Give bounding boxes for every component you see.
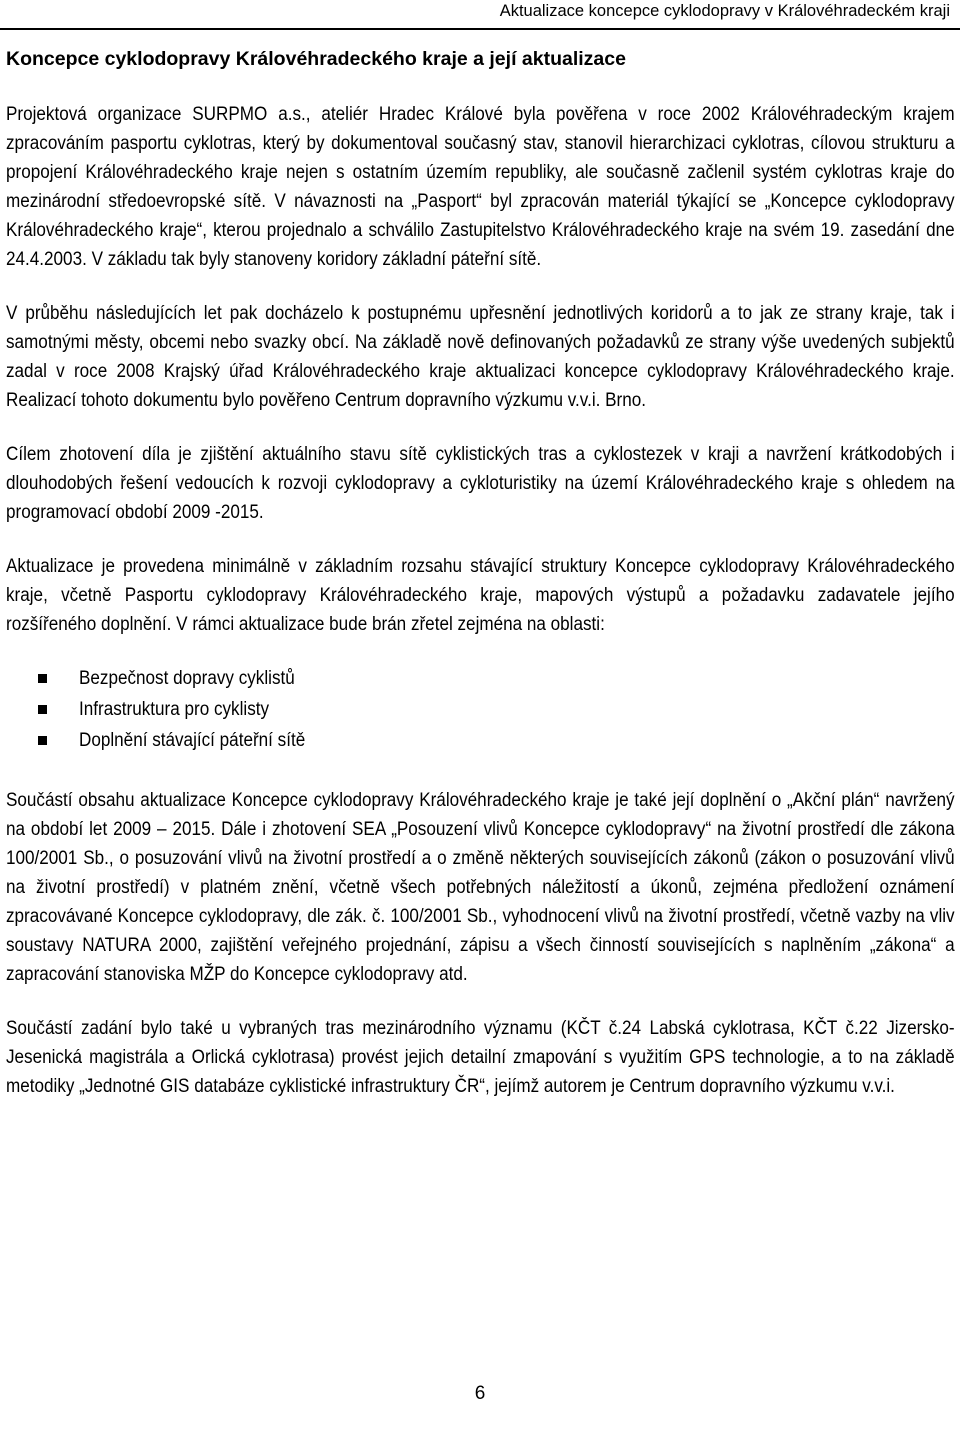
- paragraph-surpmo-pasport: Projektová organizace SURPMO a.s., ateliér Hradec Králové byla pověřena v roce 2002 Královéhradeckým krajem zpracováním pasportu cyklotras, který by dokumentoval současný stav, stanovil hierarchizaci cyklotras, cílovou strukturu a propojení Královéhradeckého kraje nejen s ostatním územím republiky, ale současně začlenil systém cyklotras kraje do mezinárodní středoevropské sítě. V návaznosti na „Pasport“ byl zpracován materiál týkající se „Koncepce cyklodopravy Královéhradeckého kraje“, kterou projednalo a schválilo Zastupitelstvo Královéhradeckého kraje na svém 19. zasedání dne 24.4.2003. V základu tak byly stanoveny koridory základní páteřní sítě.: [6, 104, 955, 270]
- paragraph-akcni-plan-sea: Součástí obsahu aktualizace Koncepce cyklodopravy Královéhradeckého kraje je také její doplnění o „Akční plán“ navržený na období let 2009 – 2015. Dále i zhotovení SEA „Posouzení vlivů Koncepce cyklodopravy“ na životní prostředí dle zákona 100/2001 Sb., o posuzování vlivů na životní prostředí a o změně některých souvisejících zákonů (zákon o posuzování vlivů na životní prostředí) v platném znění, včetně všech potřebných náležitostí a úkonů, zejména předložení oznámení zpracovávané Koncepce cyklodopravy, dle zák. č. 100/2001 Sb., vyhodnocení vlivů na životní prostředí, včetně vazby na vliv soustavy NATURA 2000, zajištění veřejného projednání, zápisu a všech činností souvisejících s naplněním „zákona“ a zapracování stanoviska MŽP do Koncepce cyklodopravy atd.: [6, 790, 955, 985]
- focus-areas-list: [38, 663, 955, 756]
- square-bullet-icon: [38, 705, 47, 714]
- list-item: [38, 663, 955, 694]
- paragraph-koridory-upresneni: V průběhu následujících let pak docházelo k postupnému upřesnění jednotlivých koridorů a to jak ze strany kraje, tak i samotnými městy, obcemi nebo svazky obcí. Na základě nově definovaných požadavků ze strany výše uvedených subjektů zadal v roce 2008 Krajský úřad Královéhradeckého kraje aktualizaci koncepce cyklodopravy Královéhradeckého kraje. Realizací tohoto dokumentu bylo pověřeno Centrum dopravního výzkumu v.v.i. Brno.: [6, 303, 955, 411]
- paragraph-rozsah-aktualizace: Aktualizace je provedena minimálně v základním rozsahu stávající struktury Koncepce cyklodopravy Královéhradeckého kraje, včetně Pasportu cyklodopravy Královéhradeckého kraje, mapových výstupů a požadavku zadavatele jejího rozšířeného doplnění. V rámci aktualizace bude brán zřetel zejména na oblasti:: [6, 556, 955, 635]
- list-item-text: Bezpečnost dopravy cyklistů: [79, 667, 295, 689]
- paragraph-gps-mapovani: Součástí zadání bylo také u vybraných tras mezinárodního významu (KČT č.24 Labská cyklotrasa, KČT č.22 Jizersko-Jesenická magistrála a Orlická cyklotrasa) provést jejich detailní zmapování s využitím GPS technologie, a to na základě metodiky „Jednotné GIS databáze cyklistické infrastruktury ČR“, jejímž autorem je Centrum dopravního výzkumu v.v.i.: [6, 1018, 955, 1097]
- running-header: Aktualizace koncepce cyklodopravy v Královéhradeckém kraji: [499, 2, 950, 20]
- list-item-text: Infrastruktura pro cyklisty: [79, 698, 270, 720]
- document-body: [6, 46, 955, 1126]
- list-item: [38, 725, 955, 756]
- square-bullet-icon: [38, 674, 47, 683]
- square-bullet-icon: [38, 736, 47, 745]
- document-title: Koncepce cyklodopravy Královéhradeckého kraje a její aktualizace: [6, 48, 626, 70]
- list-item: [38, 694, 955, 725]
- header-divider: [0, 28, 960, 30]
- paragraph-cil-zhotoveni: Cílem zhotovení díla je zjištění aktuálního stavu sítě cyklistických tras a cyklostezek v kraji a navržení krátkodobých i dlouhodobých řešení vedoucích k rozvoji cyklodopravy a cykloturistiky na území Královéhradeckého kraje s ohledem na programovací období 2009 -2015.: [6, 444, 955, 523]
- page-number: 6: [474, 1383, 486, 1404]
- list-item-text: Doplnění stávající páteřní sítě: [79, 729, 306, 751]
